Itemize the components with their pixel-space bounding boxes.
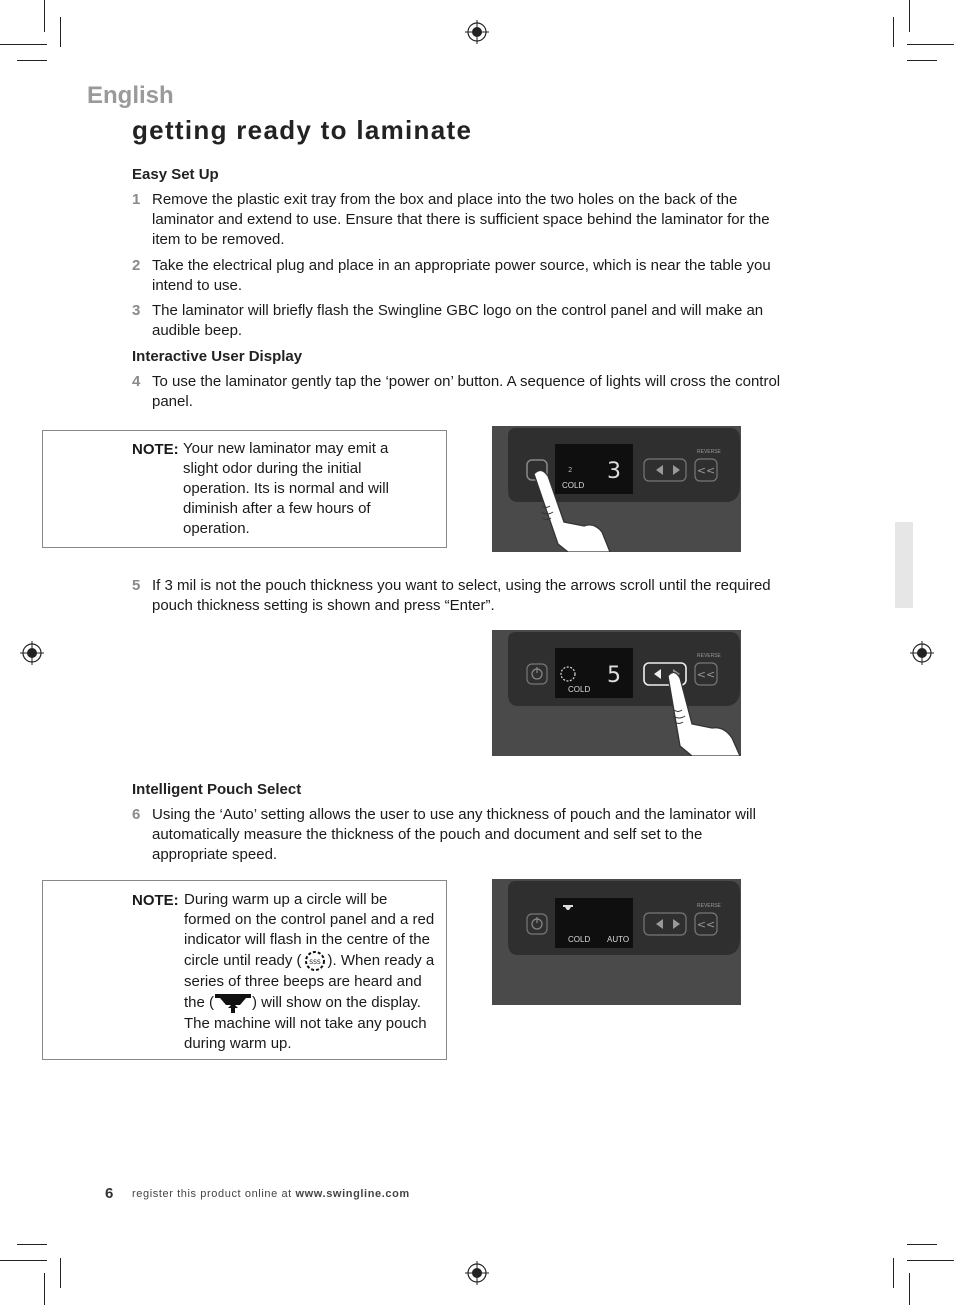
step-text: The laminator will briefly flash the Swingline GBC logo on the control panel and will make an audible beep. <box>152 302 764 339</box>
note-text-part: ). When ready a series of three beeps are heard and the ( <box>184 951 435 1011</box>
step-5 <box>132 576 802 616</box>
step-number: 3 <box>132 302 141 319</box>
note-box <box>42 430 447 548</box>
display-digit: 5 <box>607 663 621 688</box>
step-3 <box>132 301 802 341</box>
display-screen <box>555 648 633 698</box>
registration-mark-icon <box>910 641 934 665</box>
svg-text:<<: << <box>696 918 716 931</box>
page-number: 6 <box>105 1185 114 1202</box>
note-label: NOTE: <box>132 892 179 909</box>
svg-text:SSS: SSS <box>308 959 321 966</box>
cold-label: COLD <box>562 481 585 490</box>
registration-mark-icon <box>465 20 489 44</box>
side-tab <box>895 522 913 608</box>
svg-text:<<: << <box>696 464 716 477</box>
step-6 <box>132 805 802 865</box>
note-box <box>42 880 447 1060</box>
step-2 <box>132 256 802 296</box>
display-digit: 3 <box>607 459 621 484</box>
control-panel-image <box>492 630 741 756</box>
registration-mark-icon <box>465 1261 489 1285</box>
step-text: Remove the plastic exit tray from the box and place into the two holes on the back of the laminator and extend to use. Ensure that there is sufficient space behind the laminator for the item to be removed. <box>152 191 770 248</box>
step-1 <box>132 190 802 250</box>
language-label: English <box>87 82 174 109</box>
step-number: 5 <box>132 577 141 594</box>
cold-label: COLD <box>568 685 591 694</box>
footer-text <box>132 1188 410 1200</box>
footer-url-link[interactable]: www.swingline.com <box>295 1188 410 1200</box>
step-text: Take the electrical plug and place in an appropriate power source, which is near the table you intend to use. <box>152 257 771 294</box>
step-number: 4 <box>132 373 141 390</box>
reverse-label: REVERSE <box>697 653 721 659</box>
step-number: 1 <box>132 191 141 208</box>
footer-register-text: register this product online at <box>132 1188 296 1200</box>
auto-label: AUTO <box>607 935 630 944</box>
control-panel-image <box>492 879 741 1005</box>
ready-pouch-icon <box>214 992 252 1014</box>
note-text-part: During warm up a circle will be formed on the control panel and a red indicator will flash in the centre of the circle until ready ( <box>184 891 435 969</box>
step-text: To use the laminator gently tap the ‘power on’ button. A sequence of lights will cross the control panel. <box>152 373 781 410</box>
section-heading-easy-setup: Easy Set Up <box>132 166 219 183</box>
section-heading-interactive: Interactive User Display <box>132 348 303 365</box>
cold-label: COLD <box>568 935 591 944</box>
svg-text:2: 2 <box>568 466 573 474</box>
control-panel-image <box>492 426 741 552</box>
step-text: Using the ‘Auto’ setting allows the user to use any thickness of pouch and the laminator will automatically measure the thickness of the pouch and document and self set to the appropriate speed. <box>152 806 756 863</box>
step-number: 6 <box>132 806 141 823</box>
step-number: 2 <box>132 257 141 274</box>
warm-up-circle-icon <box>302 950 328 972</box>
step-4 <box>132 372 802 412</box>
section-heading-pouch-select: Intelligent Pouch Select <box>132 781 302 798</box>
note-label: NOTE: <box>132 441 179 458</box>
note-text: Your new laminator may emit a slight odor during the initial operation. Its is normal and will diminish after a few hours of operation. <box>183 440 389 537</box>
page-title: getting ready to laminate <box>132 115 473 145</box>
reverse-label: REVERSE <box>697 449 721 455</box>
note-text <box>184 890 436 1054</box>
reverse-label: REVERSE <box>697 903 721 909</box>
svg-text:<<: << <box>696 668 716 681</box>
note-text-part: ) will show on the display. The machine will not take any pouch during warm up. <box>184 993 427 1052</box>
registration-mark-icon <box>20 641 44 665</box>
step-text: If 3 mil is not the pouch thickness you want to select, using the arrows scroll until the required pouch thickness setting is shown and press “Enter”. <box>152 577 771 614</box>
